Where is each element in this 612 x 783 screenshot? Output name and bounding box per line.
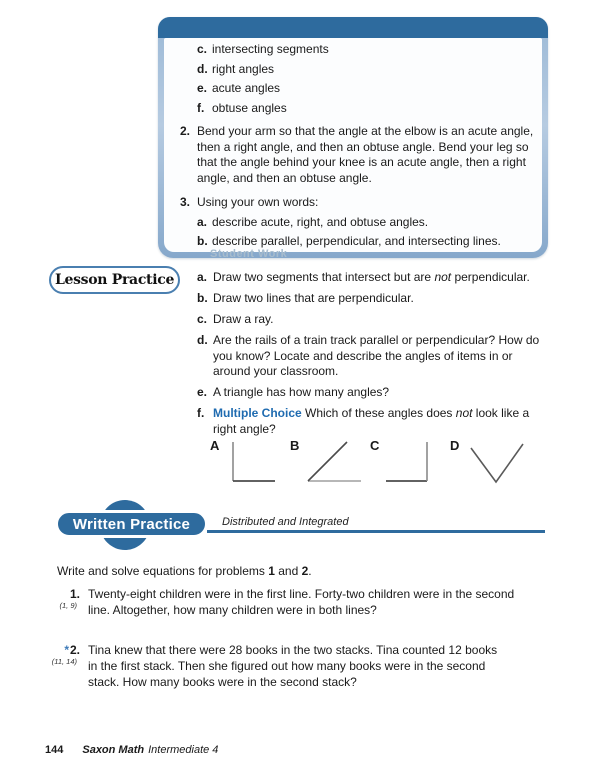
item-letter: e.: [197, 81, 208, 95]
problem-number: [45, 642, 80, 658]
activity-box-body: [164, 38, 542, 260]
item-text: [213, 333, 549, 380]
item-letter: e.: [197, 385, 208, 399]
choice-letter: C: [370, 438, 380, 453]
item-letter: c.: [197, 312, 208, 326]
lesson-item-b: [197, 291, 549, 307]
item-letter: a.: [197, 214, 208, 229]
item-text: describe parallel, perpendicular, and intersecting lines.: [212, 234, 501, 248]
choice-letter: D: [450, 438, 460, 453]
item-text: Bend your arm so that the angle at the elbow is an acute angle, then a right angle, and then an obtuse angle. Bend your leg so that the angle behind your knee is an acute angle, then a right angle, and then an obtuse angle.: [197, 124, 534, 185]
item-letter: d.: [197, 333, 208, 347]
text-segment: Draw two lines that are perpendicular.: [213, 291, 414, 305]
box-numbered-item-2: [180, 124, 542, 186]
item-text: [213, 406, 549, 437]
choice-letter: A: [210, 438, 220, 453]
text-segment: Write and solve equations for problems: [57, 564, 269, 578]
v-angle-diagram-icon: [463, 436, 527, 488]
problem-text: Tina knew that there were 28 books in the two stacks. Tina counted 12 books in the first stack. Then she figured out how many books were in the second stack. How many books were in the second stack?: [88, 643, 498, 689]
problem-number-block: [45, 642, 80, 690]
lesson-item-c: [197, 312, 549, 328]
emphasized-word: not: [455, 406, 473, 420]
multiple-choice-tag: Multiple Choice: [213, 406, 302, 420]
text-segment: and: [274, 564, 302, 578]
choice-c: [370, 436, 450, 488]
bold-number: 1: [268, 564, 275, 578]
lesson-practice-items: [197, 270, 549, 443]
lesson-reference: (11, 14): [51, 657, 77, 666]
text-segment: .: [308, 564, 312, 578]
text-segment: A triangle has how many angles?: [213, 385, 390, 399]
emphasized-word: not: [434, 270, 452, 284]
item-text: describe acute, right, and obtuse angles.: [212, 214, 429, 229]
item-number: 2.: [180, 124, 191, 138]
item-letter: b.: [197, 234, 208, 248]
activity-box: [158, 17, 548, 258]
written-practice-badge: [55, 510, 208, 538]
choice-b: [290, 436, 370, 488]
box-lettered-item-f: [197, 101, 542, 116]
item-letter: d.: [197, 61, 208, 76]
text-segment: perpendicular.: [451, 270, 530, 284]
bold-number: 2: [301, 564, 309, 578]
choice-d: [450, 436, 530, 488]
number-text: 1.: [69, 587, 80, 601]
item-letter: f.: [197, 100, 205, 115]
text-segment: Draw a ray.: [213, 312, 274, 326]
lesson-item-a: [197, 270, 549, 286]
item-text: acute angles: [212, 81, 281, 95]
written-practice-intro: [57, 564, 312, 578]
number-text: 2.: [69, 643, 80, 657]
item-text: intersecting segments: [212, 42, 329, 56]
item-text: obtuse angles: [212, 100, 287, 115]
item-text: Using your own words:: [197, 195, 319, 209]
book-edition: Intermediate 4: [148, 744, 219, 756]
lesson-item-e: [197, 385, 549, 401]
item-letter: b.: [197, 291, 208, 305]
section-divider-line: [207, 530, 545, 533]
lesson-reference: (1, 9): [59, 601, 77, 610]
lesson-practice-label: Lesson Practice: [54, 272, 175, 288]
problem-2: [45, 642, 500, 690]
problem-text: Twenty-eight children were in the first line. Forty-two children were in the second line. Altogether, how many children were in both lines?: [88, 587, 515, 617]
text-segment: look like a right angle?: [213, 406, 530, 436]
page-footer: [45, 744, 218, 756]
lesson-item-f: [197, 406, 549, 437]
lesson-item-d: [197, 333, 549, 380]
item-letter: a.: [197, 270, 208, 284]
angle-choices-row: [210, 436, 530, 488]
page-number: 144: [45, 744, 64, 756]
item-letter: f.: [197, 406, 205, 420]
item-number: 3.: [180, 195, 191, 209]
problem-number: [45, 586, 80, 602]
box-subitem-3a: [197, 215, 542, 231]
problem-number-block: [45, 586, 80, 618]
box-lettered-item-c: [197, 42, 542, 57]
box-lettered-item-d: [197, 62, 542, 77]
right-angle-diagram-icon: [383, 436, 443, 488]
item-text: [213, 312, 549, 328]
item-text: [213, 291, 549, 307]
book-title: Saxon Math: [82, 744, 145, 756]
item-letter: c.: [197, 42, 208, 56]
activity-box-header-bar: [158, 17, 548, 38]
item-text: [213, 385, 549, 401]
choice-letter: B: [290, 438, 300, 453]
written-practice-subtitle: Distributed and Integrated: [222, 516, 349, 528]
problem-1: [45, 586, 533, 618]
text-segment: Are the rails of a train track parallel or perpendicular? How do you know? Locate and describe the angles of items in or around your classroom.: [213, 333, 540, 378]
item-text: right angles: [212, 61, 275, 76]
item-text: [213, 270, 549, 286]
text-segment: Which of these angles does: [301, 406, 456, 420]
clipped-text: Student Work: [210, 248, 288, 260]
written-practice-label: Written Practice: [72, 515, 191, 533]
box-lettered-item-e: [197, 81, 542, 96]
star-icon: *: [64, 643, 69, 657]
text-segment: Draw two segments that intersect but are: [213, 270, 435, 284]
right-angle-diagram-icon: [223, 436, 283, 488]
lesson-practice-badge: [49, 266, 180, 294]
clipped-student-work-label: [210, 244, 288, 260]
choice-a: [210, 436, 290, 488]
box-numbered-item-3: [180, 195, 542, 211]
acute-angle-diagram-icon: [303, 436, 365, 488]
